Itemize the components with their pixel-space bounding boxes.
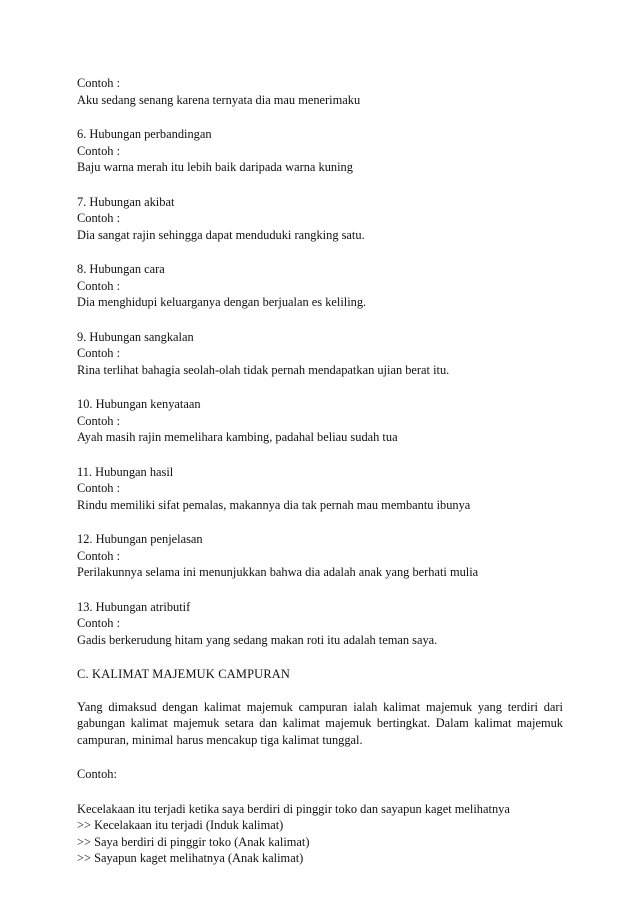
example-sentence: Aku sedang senang karena ternyata dia mau menerimaku	[77, 92, 361, 107]
relation-block-12	[77, 531, 563, 581]
contoh-label: Contoh :	[77, 346, 121, 360]
contoh-label: Contoh :	[77, 413, 121, 428]
contoh-label: Contoh :	[77, 481, 121, 495]
relation-heading: 11. Hubungan hasil	[77, 464, 174, 479]
relation-heading: 13. Hubungan atributif	[77, 599, 191, 614]
relation-block-9	[77, 329, 563, 379]
relation-block-7	[77, 194, 563, 244]
example-sentence: Perilakunnya selama ini menunjukkan bahwa dia adalah anak yang berhati mulia	[77, 565, 479, 579]
example-block-1	[77, 75, 563, 108]
contoh-label: Contoh :	[77, 211, 121, 225]
relation-heading: 12. Hubungan penjelasan	[77, 532, 203, 546]
example-sentence: Gadis berkerudung hitam yang sedang makan roti itu adalah teman saya.	[77, 632, 438, 647]
example-sentence: Ayah masih rajin memelihara kambing, padahal beliau sudah tua	[77, 430, 398, 444]
example-sentence: Rindu memiliki sifat pemalas, makannya dia tak pernah mau membantu ibunya	[77, 497, 471, 512]
compound-sentence: Kecelakaan itu terjadi ketika saya berdiri di pinggir toko dan sayapun kaget melihatnya	[77, 801, 510, 816]
contoh-label: Contoh :	[77, 278, 121, 293]
example-sentence: Baju warna merah itu lebih baik daripada warna kuning	[77, 160, 353, 174]
example-sentence: Rina terlihat bahagia seolah-olah tidak pernah mendapatkan ujian berat itu.	[77, 362, 450, 377]
contoh-label: Contoh :	[77, 143, 121, 158]
relation-block-13	[77, 599, 563, 649]
relation-heading: 10. Hubungan kenyataan	[77, 397, 201, 411]
contoh-label: Contoh :	[77, 76, 121, 90]
page-content	[77, 75, 563, 867]
contoh-label: Contoh :	[77, 616, 121, 630]
section-c-contoh-label: Contoh:	[77, 767, 117, 781]
section-c-examples	[77, 801, 563, 867]
relation-heading: 6. Hubungan perbandingan	[77, 127, 212, 141]
example-sentence: Dia menghidupi keluarganya dengan berjualan es keliling.	[77, 295, 367, 309]
relation-heading: 8. Hubungan cara	[77, 262, 165, 276]
clause-analysis-line: >> Kecelakaan itu terjadi (Induk kalimat)	[77, 818, 284, 832]
relation-heading: 7. Hubungan akibat	[77, 194, 175, 209]
relation-block-11	[77, 464, 563, 514]
relation-block-10	[77, 396, 563, 446]
section-c-paragraph: Yang dimaksud dengan kalimat majemuk campuran ialah kalimat majemuk yang terdiri dari gabungan kalimat majemuk setara dan kalimat majemuk bertingkat. Dalam kalimat majemuk campuran, minimal harus mencakup tiga kalimat tunggal.	[77, 699, 563, 747]
section-c-heading: C. KALIMAT MAJEMUK CAMPURAN	[77, 667, 291, 681]
relation-block-6	[77, 126, 563, 176]
relation-heading: 9. Hubungan sangkalan	[77, 329, 194, 344]
clause-analysis-line: >> Sayapun kaget melihatnya (Anak kalimat)	[77, 851, 304, 865]
example-sentence: Dia sangat rajin sehingga dapat menduduki rangking satu.	[77, 227, 365, 242]
clause-analysis-line: >> Saya berdiri di pinggir toko (Anak kalimat)	[77, 834, 310, 849]
relation-block-8	[77, 261, 563, 311]
contoh-label: Contoh :	[77, 548, 121, 563]
